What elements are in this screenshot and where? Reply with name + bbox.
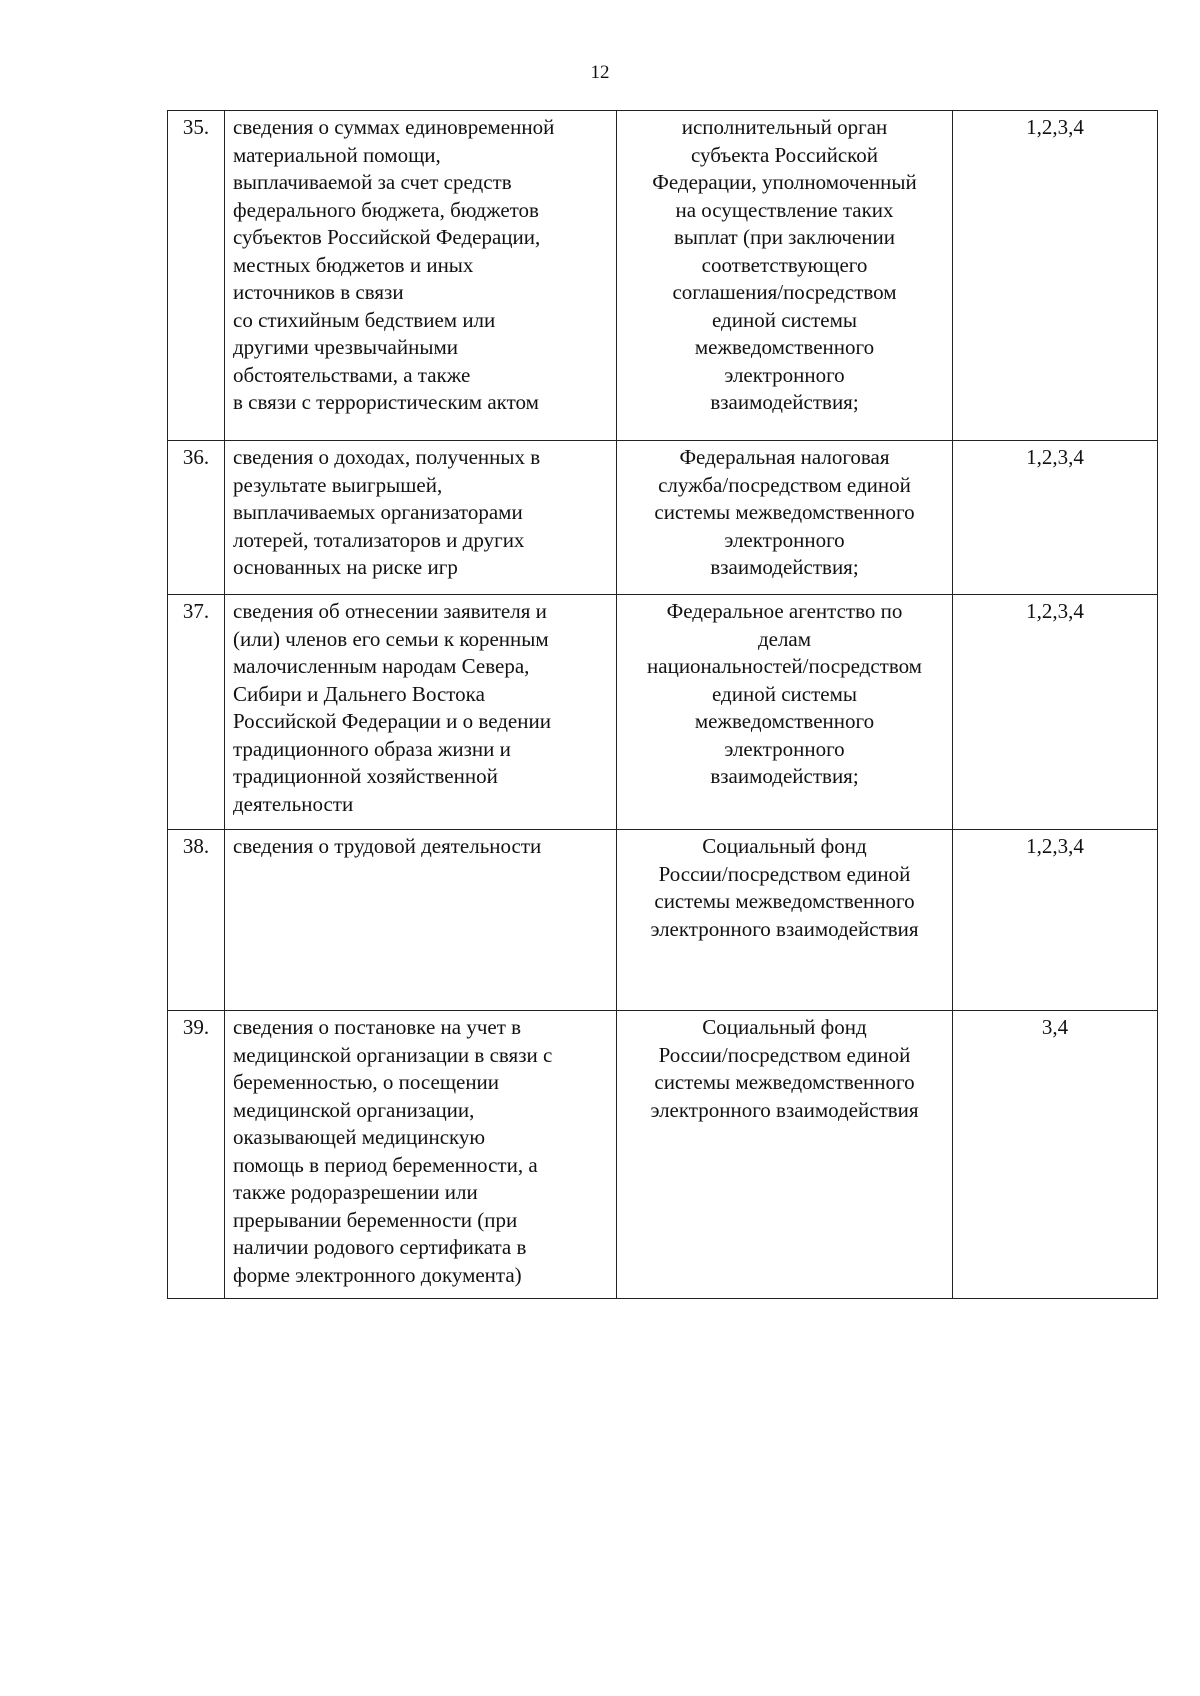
source-line: соответствующего — [701, 252, 868, 277]
source-line: исполнительный орган — [681, 115, 888, 139]
table-row — [168, 111, 1158, 441]
info-line: материальной помощи, — [233, 142, 441, 167]
code-cell: 1,2,3,4 — [953, 830, 1158, 1011]
info-line: медицинской организации в связи с — [233, 1042, 553, 1067]
info-line: в связи с террористическим актом — [233, 390, 539, 414]
table-body — [168, 111, 1158, 1299]
info-line: местных бюджетов и иных — [233, 252, 474, 277]
info-line: беременностью, о посещении — [233, 1070, 500, 1094]
info-line: сведения об отнесении заявителя и — [233, 599, 547, 623]
source-line: единой системы — [712, 307, 857, 332]
source-cell — [617, 441, 953, 595]
table-row — [168, 1011, 1158, 1299]
info-cell — [225, 111, 617, 441]
source-line: межведомственного — [694, 709, 875, 733]
source-line: системы межведомственного — [654, 1070, 915, 1094]
source-line: системы межведомственного — [654, 500, 915, 524]
source-line: взаимодействия; — [710, 555, 859, 579]
info-line: малочисленным народам Севера, — [233, 654, 530, 678]
source-line: Федерации, уполномоченный — [652, 170, 917, 194]
info-line: основанных на риске игр — [233, 555, 458, 579]
info-line: со стихийным бедствием или — [233, 307, 496, 332]
info-line: деятельности — [233, 791, 354, 816]
info-line: Сибири и Дальнего Востока — [233, 681, 485, 706]
code-cell: 1,2,3,4 — [953, 595, 1158, 830]
source-line: взаимодействия; — [710, 390, 859, 414]
info-line: Российской Федерации и о ведении — [233, 709, 551, 733]
info-line: субъектов Российской Федерации, — [233, 225, 541, 249]
source-line: Федеральная налоговая — [679, 445, 890, 469]
row-number: 35. — [168, 111, 225, 441]
source-line: Федеральное агентство по — [666, 599, 903, 623]
page-number: 12 — [590, 62, 610, 83]
info-line: другими чрезвычайными — [233, 335, 458, 359]
source-cell — [617, 111, 953, 441]
info-line: сведения о трудовой деятельности — [233, 834, 542, 858]
code-cell: 1,2,3,4 — [953, 111, 1158, 441]
table-row — [168, 595, 1158, 830]
row-number: 39. — [168, 1011, 225, 1299]
info-cell — [225, 595, 617, 830]
row-number: 38. — [168, 830, 225, 1011]
document-table — [167, 110, 1158, 1299]
info-line: лотерей, тотализаторов и других — [233, 527, 525, 552]
source-line: электронного — [724, 736, 845, 761]
source-line: России/посредством единой — [658, 1042, 911, 1067]
info-cell — [225, 830, 617, 1011]
info-line: выплачиваемой за счет средств — [233, 170, 512, 194]
row-number: 37. — [168, 595, 225, 830]
source-cell — [617, 595, 953, 830]
source-line: единой системы — [712, 681, 857, 706]
table-row — [168, 441, 1158, 595]
info-line: прерывании беременности (при — [233, 1207, 518, 1232]
info-line: традиционного образа жизни и — [233, 736, 511, 761]
info-line: обстоятельствами, а также — [233, 362, 471, 387]
source-cell — [617, 1011, 953, 1299]
code-cell: 1,2,3,4 — [953, 441, 1158, 595]
source-line: субъекта Российской — [690, 142, 879, 167]
info-line: традиционной хозяйственной — [233, 764, 498, 788]
source-line: Социальный фонд — [702, 1015, 867, 1039]
info-cell — [225, 1011, 617, 1299]
info-line: наличии родового сертификата в — [233, 1235, 527, 1259]
info-line: форме электронного документа) — [233, 1262, 522, 1287]
info-line: выплачиваемых организаторами — [233, 500, 523, 524]
source-line: электронного — [724, 362, 845, 387]
source-line: России/посредством единой — [658, 861, 911, 886]
source-cell — [617, 830, 953, 1011]
source-line: электронного — [724, 527, 845, 552]
info-line: также родоразрешении или — [233, 1180, 478, 1204]
info-line: сведения о суммах единовременной — [233, 115, 555, 139]
source-line: Социальный фонд — [702, 834, 867, 858]
source-line: электронного взаимодействия — [650, 916, 919, 941]
info-line: помощь в период беременности, а — [233, 1152, 538, 1177]
info-cell — [225, 441, 617, 595]
source-line: на осуществление таких — [675, 197, 894, 222]
info-line: сведения о постановке на учет в — [233, 1015, 522, 1039]
info-line: медицинской организации, — [233, 1097, 475, 1122]
code-cell: 3,4 — [953, 1011, 1158, 1299]
info-line: сведения о доходах, полученных в — [233, 445, 541, 469]
table-row — [168, 830, 1158, 1011]
info-line: результате выигрышей, — [233, 472, 443, 497]
source-line: делам — [757, 626, 812, 651]
source-line: межведомственного — [694, 335, 875, 359]
info-line: оказывающей медицинскую — [233, 1125, 486, 1149]
info-line: источников в связи — [233, 280, 404, 304]
row-number: 36. — [168, 441, 225, 595]
source-line: выплат (при заключении — [674, 225, 895, 249]
source-line: электронного взаимодействия — [650, 1097, 919, 1122]
info-line: федерального бюджета, бюджетов — [233, 197, 539, 222]
source-line: взаимодействия; — [710, 764, 859, 788]
source-line: служба/посредством единой — [658, 472, 911, 497]
source-line: национальностей/посредством — [647, 654, 922, 678]
info-line: (или) членов его семьи к коренным — [233, 626, 549, 651]
source-line: системы межведомственного — [654, 889, 915, 913]
source-line: соглашения/посредством — [672, 280, 897, 304]
